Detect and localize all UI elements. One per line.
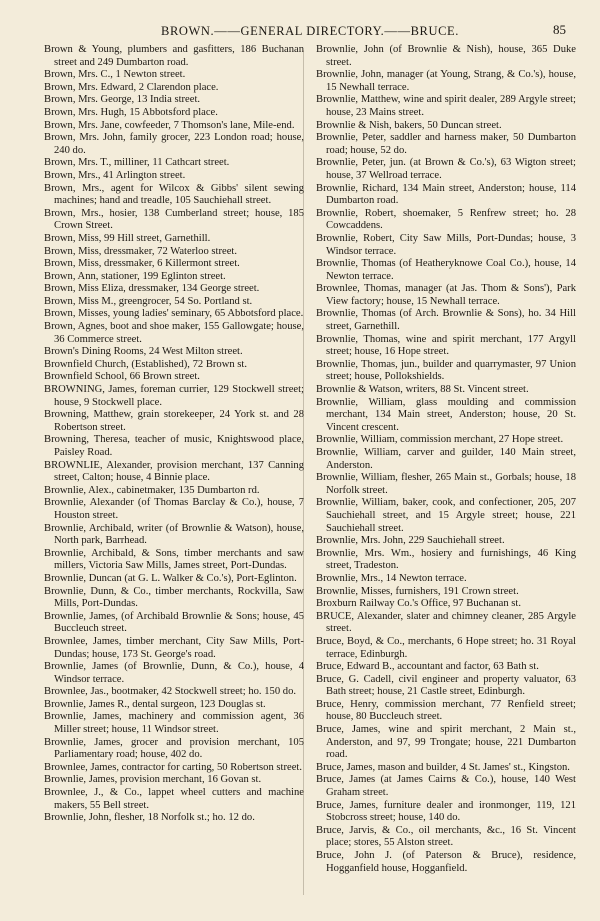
- left-column: [44, 44, 304, 875]
- directory-entry: Bruce, Henry, commission merchant, 77 Renfield street; house, 80 Buccleuch street.: [316, 698, 576, 723]
- directory-entry: Brown, Mrs. George, 13 India street.: [44, 94, 201, 106]
- directory-entry: Brownlie, Richard, 134 Main street, Anderston; house, 114 Dumbarton road.: [316, 182, 576, 207]
- directory-entry: Browning, Matthew, grain storekeeper, 24 York st. and 28 Robertson street.: [44, 409, 304, 433]
- directory-entry: Brown, Mrs. C., 1 Newton street.: [44, 69, 186, 81]
- directory-entry: Brownlie, Thomas, jun., builder and quarrymaster, 97 Union street; house, Pollokshields.: [316, 358, 576, 383]
- directory-entry: Brownlie, Duncan (at G. L. Walker & Co.'s), Port-Eglinton.: [44, 572, 297, 584]
- directory-entry: Brown, Mrs. John, family grocer, 223 London road; house, 240 do.: [44, 132, 304, 156]
- directory-entry: Brownlie, William, carver and guilder, 140 Main street, Anderston.: [316, 447, 576, 471]
- directory-entry: Bruce, James, mason and builder, 4 St. James' st., Kingston.: [316, 761, 570, 773]
- directory-entry: Brown, Mrs. Hugh, 15 Abbotsford place.: [44, 106, 218, 118]
- directory-entry: Brownlie, Mrs. John, 229 Sauchiehall street.: [316, 535, 505, 547]
- directory-entry: Broxburn Railway Co.'s Office, 97 Buchanan st.: [316, 598, 522, 610]
- directory-entry: Brown, Mrs., agent for Wilcox & Gibbs' silent sewing machines; hand and treadle, 105 Sauchiehall street.: [44, 182, 304, 207]
- directory-entry: Brownlie, John, flesher, 18 Norfolk st.; ho. 12 do.: [44, 812, 255, 824]
- directory-entry: Brownlie, Peter, jun. (at Brown & Co.'s), 63 Wigton street; house, 37 Wellroad terrace.: [316, 157, 576, 181]
- directory-entry: Brownlie, James R., dental surgeon, 123 Douglas st.: [44, 698, 266, 710]
- directory-entry: Brown, Mrs. T., milliner, 11 Cathcart street.: [44, 157, 230, 169]
- directory-entry: Bruce, James, furniture dealer and ironmonger, 119, 121 Stobcross street; house, 140 do.: [316, 799, 576, 824]
- directory-entry: Brownlie, William, flesher, 265 Main st., Gorbals; house, 18 Norfolk street.: [316, 472, 576, 496]
- directory-entry: Brownlie, Thomas (of Heatheryknowe Coal Co.), house, 14 Newton terrace.: [316, 258, 576, 282]
- directory-entry: Brownlie, Archibald, & Sons, timber merchants and saw millers, Victoria Saw Mills, James street, Port-Dundas.: [44, 547, 304, 572]
- directory-entry: Brownlie, Robert, shoemaker, 5 Renfrew street; ho. 28 Cowcaddens.: [316, 207, 576, 232]
- directory-entry: Brownlie, Thomas (of Arch. Brownlie & Sons), ho. 34 Hill street, Garnethill.: [316, 308, 576, 333]
- directory-entry: Brownlie & Watson, writers, 88 St. Vincent street.: [316, 384, 529, 396]
- column-divider: [303, 50, 304, 895]
- running-title: BROWN.——GENERAL DIRECTORY.——BRUCE.: [161, 24, 459, 38]
- directory-entry: Brownlie, Thomas, wine and spirit merchant, 177 Argyll street; house, 16 Hope street.: [316, 333, 576, 358]
- page-header: [44, 0, 576, 44]
- directory-entry: Brownlie, Misses, furnishers, 191 Crown street.: [316, 585, 519, 597]
- directory-entry: Brown & Young, plumbers and gasfitters, 186 Buchanan street and 249 Dumbarton road.: [44, 44, 304, 68]
- directory-entry: Brownlie, James (of Brownlie, Dunn, & Co.), house, 4 Windsor terrace.: [44, 661, 304, 685]
- directory-entry: Brownlee, Thomas, manager (at Jas. Thom & Sons'), Park View factory; house, 15 Newhall terrace.: [316, 283, 576, 307]
- directory-entry: Brown, Miss, dressmaker, 72 Waterloo street.: [44, 245, 238, 257]
- directory-entry: Brownlee, J., & Co., lappet wheel cutters and machine makers, 55 Bell street.: [44, 787, 304, 811]
- directory-entry: Bruce, G. Cadell, civil engineer and property valuator, 63 Bath street; house, 21 Castle street, Edinburgh.: [316, 673, 576, 698]
- directory-entry: Brownlie, James, machinery and commission agent, 36 Miller street; house, 11 Windsor street.: [44, 711, 304, 736]
- directory-entry: BROWNLIE, Alexander, provision merchant, 137 Canning street, Calton; house, 4 Binnie place.: [44, 459, 304, 484]
- directory-entry: Bruce, James (at James Cairns & Co.), house, 140 West Graham street.: [316, 774, 576, 799]
- directory-entry: Brownlie, Archibald, writer (of Brownlie & Watson), house, North park, Barrhead.: [44, 522, 304, 547]
- directory-entry: Brownlee, James, contractor for carting, 50 Robertson street.: [44, 761, 302, 773]
- directory-entry: Brownlee, James, timber merchant, City Saw Mills, Port-Dundas; house, 173 St. George's road.: [44, 635, 304, 660]
- directory-entry: Brownlie, Alexander (of Thomas Barclay & Co.), house, 7 Houston street.: [44, 497, 304, 521]
- directory-entry: Brownlie, Robert, City Saw Mills, Port-Dundas; house, 3 Windsor terrace.: [316, 232, 576, 257]
- directory-entry: Bruce, Jarvis, & Co., oil merchants, &c., 16 St. Vincent place; stores, 55 Alston street.: [316, 824, 576, 849]
- directory-entry: BROWNING, James, foreman currier, 129 Stockwell street; house, 9 Stockwell place.: [44, 384, 304, 408]
- directory-entry: Brown, Agnes, boot and shoe maker, 155 Gallowgate; house, 36 Commerce street.: [44, 321, 304, 345]
- directory-entry: Brownlie, Mrs., 14 Newton terrace.: [316, 572, 467, 584]
- directory-entry: Brownlie, Matthew, wine and spirit dealer, 289 Argyle street; house, 23 Mains street.: [316, 94, 576, 118]
- directory-entry: Brownlie, James, provision merchant, 16 Govan st.: [44, 774, 262, 786]
- directory-entry: Brown's Dining Rooms, 24 West Milton street.: [44, 346, 243, 358]
- directory-entry: Brown, Miss Eliza, dressmaker, 134 George street.: [44, 283, 260, 295]
- directory-entry: Brown, Miss, dressmaker, 6 Killermont street.: [44, 258, 240, 270]
- directory-entry: Browning, Theresa, teacher of music, Knightswood place, Paisley Road.: [44, 434, 304, 458]
- directory-entry: Brownlie, John (of Brownlie & Nish), house, 365 Duke street.: [316, 44, 576, 68]
- directory-entry: Brownlie, James, grocer and provision merchant, 105 Parliamentary road; house, 402 do.: [44, 736, 304, 761]
- entry-columns: [44, 44, 576, 875]
- directory-entry: Brown, Miss M., greengrocer, 54 So. Portland st.: [44, 295, 253, 307]
- directory-entry: Brown, Ann, stationer, 199 Eglinton street.: [44, 270, 226, 282]
- directory-entry: Brown, Mrs. Edward, 2 Clarendon place.: [44, 81, 219, 93]
- directory-entry: Bruce, Edward B., accountant and factor, 63 Bath st.: [316, 661, 539, 673]
- directory-entry: Brownlie, William, glass moulding and commission merchant, 134 Main street, Anderston; house, 20 St. Vincent crescent.: [316, 396, 576, 433]
- directory-entry: Bruce, James, wine and spirit merchant, 2 Main st., Anderston, and 97, 99 Trongate; house, 221 Dumbarton road.: [316, 724, 576, 761]
- page-number: 85: [553, 22, 566, 37]
- directory-entry: Brownlie, Mrs. Wm., hosiery and furnishings, 46 King street, Tradeston.: [316, 547, 576, 572]
- directory-entry: Brownlie, Peter, saddler and harness maker, 50 Dumbarton road; house, 52 do.: [316, 132, 576, 156]
- directory-entry: Bruce, John J. (of Paterson & Bruce), residence, Hogganfield house, Hogganfield.: [316, 850, 576, 874]
- directory-entry: Brownlie, Dunn, & Co., timber merchants, Rockvilla, Saw Mills, Port-Dundas.: [44, 585, 304, 610]
- directory-entry: Brownlie, William, baker, cook, and confectioner, 205, 207 Sauchiehall street, and 15 Argyle street; house, 221 Sauchiehall street.: [316, 497, 576, 534]
- directory-entry: Brownlie, Alex., cabinetmaker, 135 Dumbarton rd.: [44, 484, 260, 496]
- directory-entry: Brownfield School, 66 Brown street.: [44, 371, 200, 383]
- directory-entry: Brownlie, John, manager (at Young, Strang, & Co.'s), house, 15 Newhall terrace.: [316, 69, 576, 93]
- directory-entry: Brown, Mrs. Jane, cowfeeder, 7 Thomson's lane, Mile-end.: [44, 119, 295, 131]
- directory-entry: Brown, Misses, young ladies' seminary, 65 Abbotsford place.: [44, 308, 304, 320]
- directory-entry: Brownlee, Jas., bootmaker, 42 Stockwell street; ho. 150 do.: [44, 686, 297, 698]
- directory-entry: Brown, Mrs., 41 Arlington street.: [44, 169, 186, 181]
- directory-entry: Brown, Mrs., hosier, 138 Cumberland street; house, 185 Crown Street.: [44, 207, 304, 232]
- directory-entry: Bruce, Boyd, & Co., merchants, 6 Hope street; ho. 31 Royal terrace, Edinburgh.: [316, 635, 576, 660]
- directory-entry: Brownlie, James, (of Archibald Brownlie & Sons; house, 45 Buccleuch street.: [44, 610, 304, 635]
- directory-entry: Brownfield Church, (Established), 72 Brown st.: [44, 358, 248, 370]
- directory-entry: Brownlie & Nish, bakers, 50 Duncan street.: [316, 119, 502, 131]
- right-column: [316, 44, 576, 875]
- directory-entry: BRUCE, Alexander, slater and chimney cleaner, 285 Argyle street.: [316, 610, 576, 635]
- directory-entry: Brownlie, William, commission merchant, 27 Hope street.: [316, 434, 564, 446]
- directory-entry: Brown, Miss, 99 Hill street, Garnethill.: [44, 232, 211, 244]
